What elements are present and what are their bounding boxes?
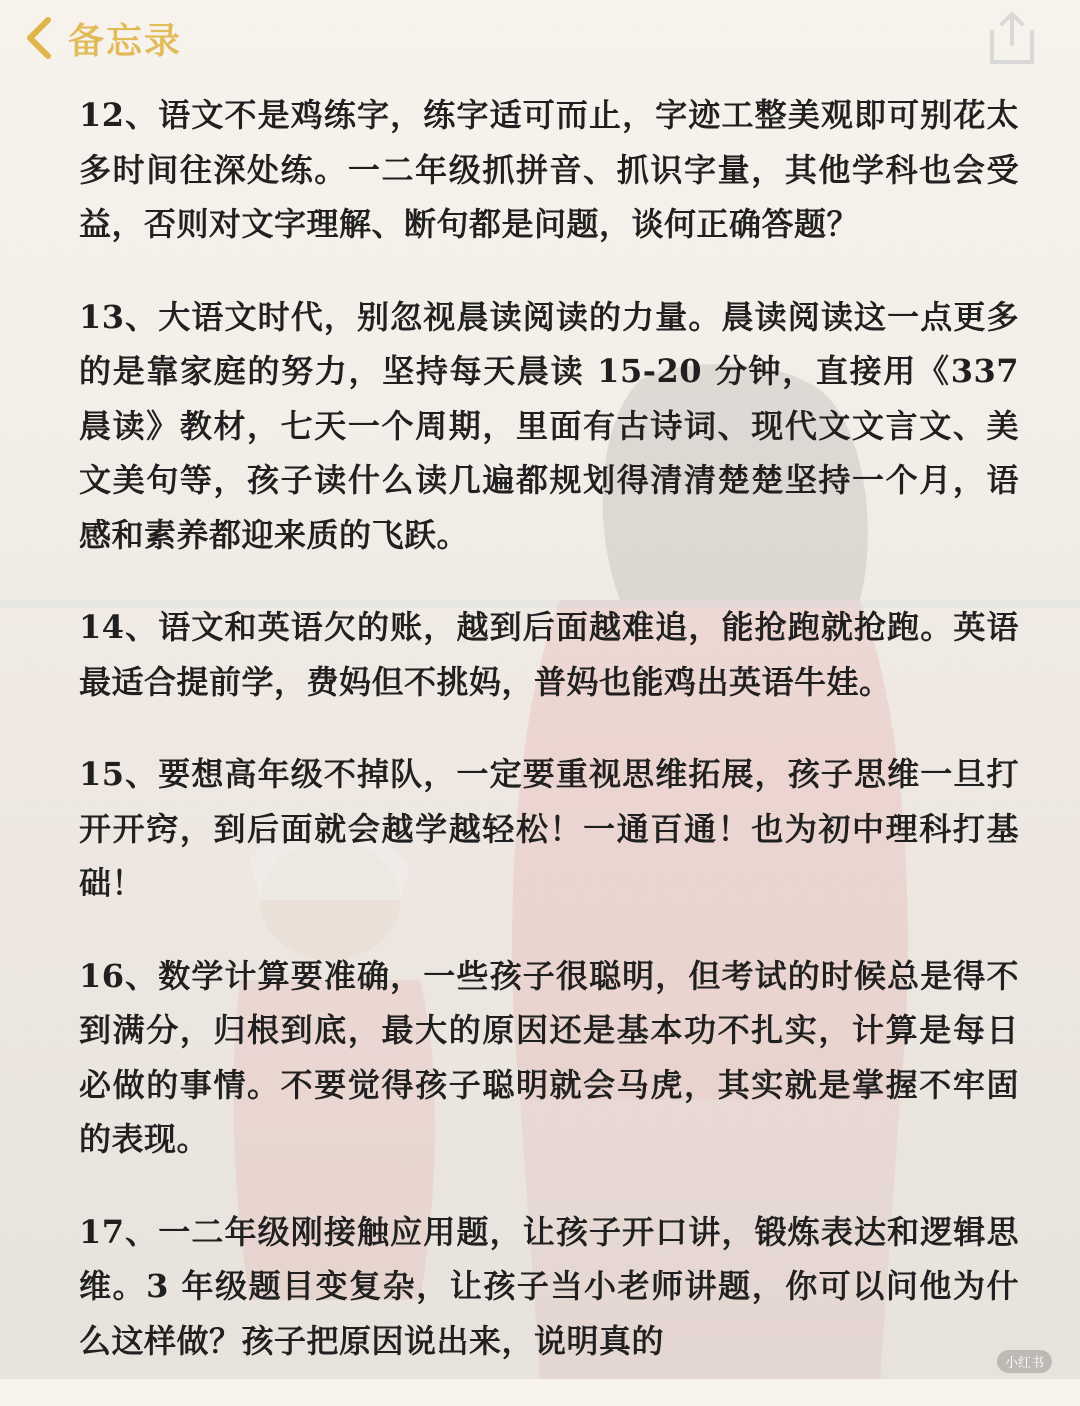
note-paragraph-12: 12、语文不是鸡练字，练字适可而止，字迹工整美观即可别花太多时间往深处练。一二年级抓拼音、抓识字量，其他学科也会受益，否则对文字理解、断句都是问题，谈何正确答题？ [79,96,1019,243]
share-icon [984,53,1040,72]
note-paragraph-13: 13、大语文时代，别忽视晨读阅读的力量。晨读阅读这一点更多的是靠家庭的努力，坚持每天晨读 15-20 分钟，直接用《337晨读》教材，七天一个周期，里面有古诗词、现代文文言文、美文美句等，孩子读什么读几遍都规划得清清楚楚坚持一个月，语感和素养都迎来质的飞跃。 [79,297,1019,554]
chevron-left-icon [24,16,54,60]
note-paragraph-17: 17、一二年级刚接触应用题，让孩子开口讲，锻炼表达和逻辑思维。3 年级题目变复杂，让孩子当小老师讲题，你可以问他为什么这样做？孩子把原因说出来，说明真的 [79,1212,1019,1360]
page-title: 备忘录 [68,20,183,62]
note-paragraph-16: 16、数学计算要准确，一些孩子很聪明，但考试的时候总是得不到满分，归根到底，最大的原因还是基本功不扎实，计算是每日必做的事情。不要觉得孩子聪明就会马虎，其实就是掌握不牢固的表现。 [79,956,1019,1158]
note-paragraph-14: 14、语文和英语欠的账，越到后面越难追，能抢跑就抢跑。英语最适合提前学，费妈但不挑妈，普妈也能鸡出英语牛娃。 [79,608,1019,701]
note-body[interactable] [79,88,1019,1406]
share-button[interactable] [984,8,1040,68]
top-bar [0,0,1080,80]
back-button[interactable] [24,10,182,66]
note-paragraph-15: 15、要想高年级不掉队，一定要重视思维拓展，孩子思维一旦打开开窍，到后面就会越学越轻松！一通百通！也为初中理科打基础！ [79,755,1019,902]
watermark: 小红书 [997,1350,1052,1373]
